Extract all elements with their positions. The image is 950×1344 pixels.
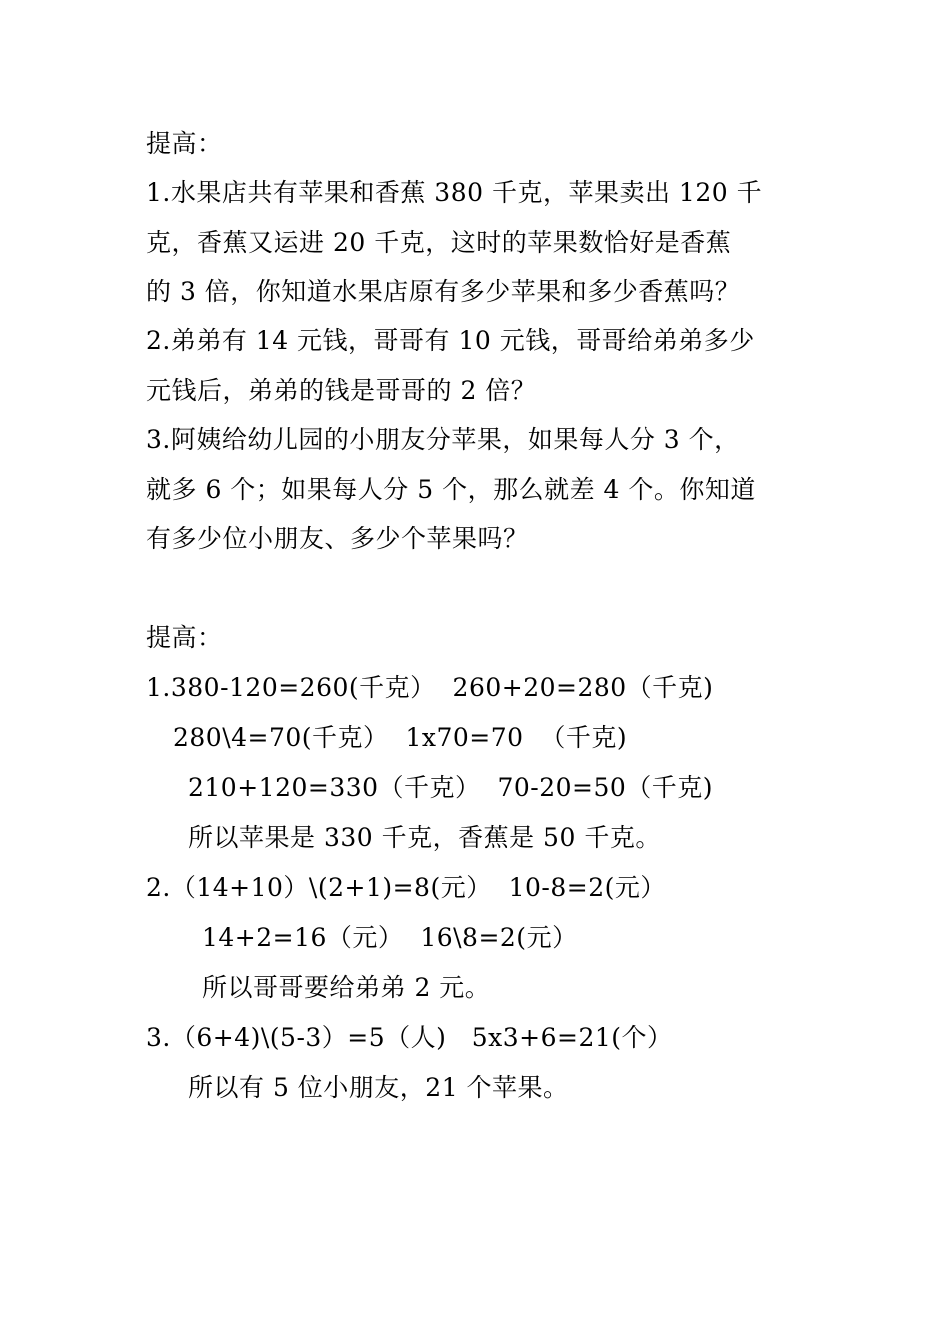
answer-3-line-1: 3.（6+4)\(5-3）=5（人) 5x3+6=21(个）: [146, 1023, 673, 1052]
answer-1-line-2: 280\4=70(千克） 1x70=70 （千克): [173, 723, 628, 752]
problem-2-line-2: 元钱后，弟弟的钱是哥哥的 2 倍？: [146, 376, 537, 405]
problem-1-line-1: 1.水果店共有苹果和香蕉 380 千克，苹果卖出 120 千: [146, 178, 763, 207]
problem-2-line-1: 2.弟弟有 14 元钱，哥哥有 10 元钱，哥哥给弟弟多少: [146, 326, 755, 355]
answer-1-line-1: 1.380-120=260(千克） 260+20=280（千克): [146, 673, 714, 702]
answer-1-conclusion: 所以苹果是 330 千克，香蕉是 50 千克。: [188, 823, 661, 852]
problem-1-line-2: 克，香蕉又运进 20 千克，这时的苹果数恰好是香蕉: [146, 228, 732, 257]
problem-3-line-3: 有多少位小朋友、多少个苹果吗？: [146, 524, 529, 553]
answer-2-line-1: 2.（14+10）\(2+1)=8(元） 10-8=2(元）: [146, 873, 666, 902]
answers-heading: 提高：: [146, 623, 223, 652]
problem-1-line-3: 的 3 倍，你知道水果店原有多少苹果和多少香蕉吗？: [146, 277, 741, 306]
answer-1-line-3: 210+120=330（千克） 70-20=50（千克): [188, 773, 714, 802]
problem-3-line-2: 就多 6 个；如果每人分 5 个，那么就差 4 个。你知道: [146, 475, 756, 504]
answer-2-conclusion: 所以哥哥要给弟弟 2 元。: [202, 973, 491, 1002]
answer-3-conclusion: 所以有 5 位小朋友，21 个苹果。: [188, 1073, 569, 1102]
problems-heading: 提高：: [146, 129, 223, 158]
problem-3-line-1: 3.阿姨给幼儿园的小朋友分苹果，如果每人分 3 个，: [146, 425, 740, 454]
answer-2-line-2: 14+2=16（元） 16\8=2(元）: [202, 923, 578, 952]
